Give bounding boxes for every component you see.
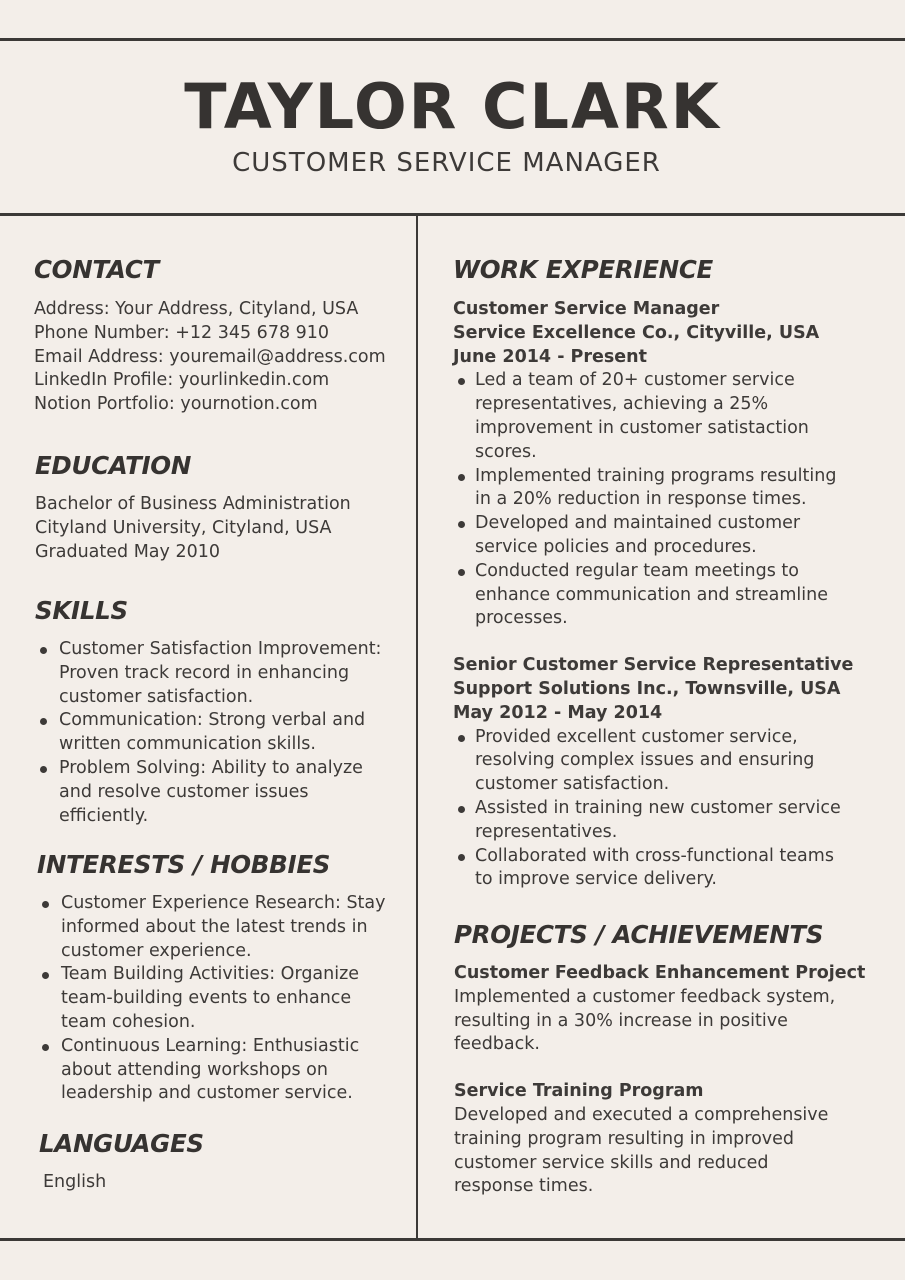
job-title: Senior Customer Service Representative	[453, 655, 854, 676]
experience-heading: WORK EXPERIENCE	[453, 255, 713, 284]
skills-heading: SKILLS	[35, 596, 128, 625]
language-item: English	[43, 1172, 107, 1192]
job-company: Service Excellence Co., Cityville, USA	[453, 322, 820, 343]
list-item: Conducted regular team meetings to enhance communication and streamline processes.	[453, 560, 893, 631]
list-item: Developed and maintained customer service policies and procedures.	[453, 512, 893, 560]
project-title: Customer Feedback Enhancement Project	[454, 963, 866, 983]
list-item: Customer Satisfaction Improvement: Proven track record in enhancing customer satisfaction.	[35, 638, 407, 709]
list-item: Assisted in training new customer service representatives.	[453, 797, 893, 845]
job-company: Support Solutions Inc., Townsville, USA	[453, 678, 841, 699]
project-title: Service Training Program	[454, 1081, 704, 1102]
list-item: Problem Solving: Ability to analyze and resolve customer issues efficiently.	[35, 757, 407, 828]
list-item: Team Building Activities: Organize team-building events to enhance team cohesion.	[37, 963, 409, 1034]
contact-phone: Phone Number: +12 345 678 910	[34, 322, 330, 343]
education-section	[35, 451, 407, 564]
footer-rule	[0, 1238, 905, 1241]
contact-address: Address: Your Address, Cityland, USA	[34, 299, 359, 319]
interests-heading: INTERESTS / HOBBIES	[37, 850, 331, 879]
contact-heading: CONTACT	[34, 255, 159, 284]
projects-section	[454, 920, 894, 1199]
header-top-rule	[0, 38, 905, 41]
languages-heading: LANGUAGES	[39, 1129, 204, 1158]
education-graduation: Graduated May 2010	[35, 541, 220, 562]
experience-section	[453, 255, 893, 892]
job-dates: May 2012 - May 2014	[453, 702, 663, 723]
interests-list	[37, 892, 409, 1106]
list-item: Led a team of 20+ customer service representatives, achieving a 25% improvement in customer satistaction scores.	[453, 369, 893, 464]
education-heading: EDUCATION	[35, 451, 192, 480]
candidate-title: CUSTOMER SERVICE MANAGER	[232, 148, 661, 178]
job-bullets	[453, 726, 893, 893]
skills-section	[35, 596, 407, 828]
contact-section	[34, 255, 406, 417]
job-dates: June 2014 - Present	[453, 346, 647, 367]
job-bullets	[453, 369, 893, 631]
job-entry	[453, 298, 893, 631]
job-title: Customer Service Manager	[453, 299, 720, 319]
interests-section	[37, 850, 409, 1106]
project-entry: Service Training Program Developed and executed a comprehensive training program resulting in improved customer service skills and reduced response times.	[454, 1080, 894, 1199]
education-degree: Bachelor of Business Administration	[35, 494, 351, 514]
list-item: Continuous Learning: Enthusiastic about attending workshops on leadership and customer service.	[37, 1035, 409, 1106]
column-divider	[416, 214, 418, 1240]
languages-section	[39, 1129, 411, 1195]
list-item: Customer Experience Research: Stay informed about the latest trends in customer experience.	[37, 892, 409, 963]
list-item: Communication: Strong verbal and written communication skills.	[35, 709, 407, 757]
education-school: Cityland University, Cityland, USA	[35, 517, 332, 538]
skills-list	[35, 638, 407, 828]
list-item: Provided excellent customer service, resolving complex issues and ensuring customer satisfaction.	[453, 726, 893, 797]
contact-email: Email Address: youremail@address.com	[34, 346, 386, 367]
candidate-name: TAYLOR CLARK	[184, 70, 721, 143]
projects-heading: PROJECTS / ACHIEVEMENTS	[454, 920, 824, 949]
contact-portfolio: Notion Portfolio: yournotion.com	[34, 394, 318, 415]
contact-linkedin: LinkedIn Profile: yourlinkedin.com	[34, 370, 330, 391]
list-item: Collaborated with cross-functional teams to improve service delivery.	[453, 845, 893, 893]
project-entry: Customer Feedback Enhancement Project Implemented a customer feedback system, resulting in a 30% increase in positive feedback.	[454, 962, 894, 1057]
header-bottom-rule	[0, 213, 905, 216]
job-entry	[453, 654, 893, 892]
list-item: Implemented training programs resulting in a 20% reduction in response times.	[453, 465, 893, 513]
